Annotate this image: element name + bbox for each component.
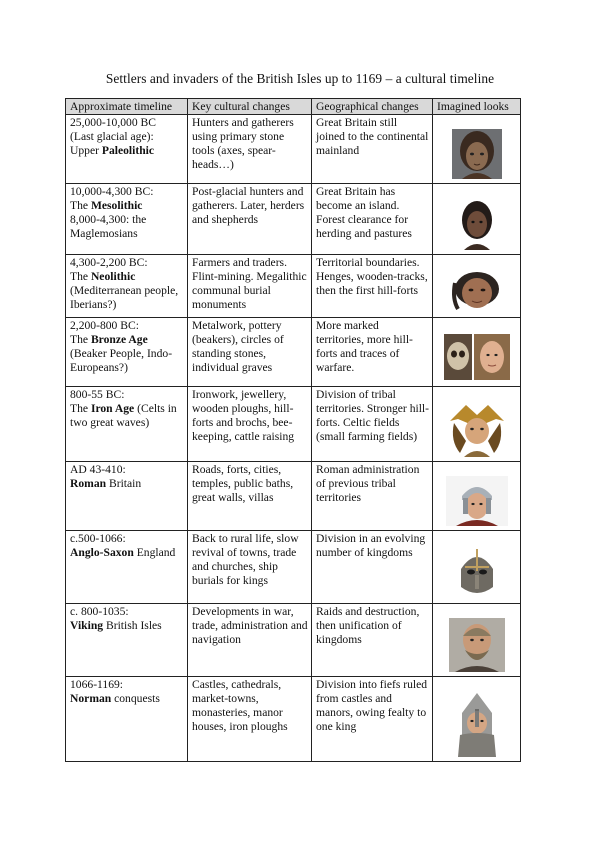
timeline-date: 4,300-2,200 BC: The bbox=[70, 256, 148, 283]
timeline-cell bbox=[66, 387, 188, 462]
period-name: Roman bbox=[70, 477, 107, 490]
page-title: Settlers and invaders of the British Isles up to 1169 – a cultural timeline bbox=[105, 71, 495, 86]
timeline-date: AD 43-410: bbox=[70, 463, 126, 476]
cultural-changes-cell: Farmers and traders. Flint-mining. Megalithic communal burial monuments bbox=[188, 255, 312, 318]
geographical-changes-cell: Great Britain has become an island. Forest clearance for herding and pastures bbox=[312, 184, 433, 255]
period-name: Paleolithic bbox=[101, 144, 155, 157]
header-looks: Imagined looks bbox=[433, 99, 521, 115]
period-name: Viking bbox=[70, 619, 104, 632]
timeline-date: c. 800-1035: bbox=[70, 605, 129, 618]
timeline-cell bbox=[66, 255, 188, 318]
table-row bbox=[66, 677, 521, 762]
imagined-looks-cell bbox=[433, 115, 521, 184]
neolithic-face-icon bbox=[433, 255, 520, 317]
cultural-changes-cell: Post-glacial hunters and gatherers. Later, herders and shepherds bbox=[188, 184, 312, 255]
imagined-looks-cell bbox=[433, 531, 521, 604]
timeline-note: England bbox=[133, 546, 176, 559]
header-geographical: Geographical changes bbox=[312, 99, 433, 115]
period-name: Norman bbox=[70, 692, 112, 705]
norman-knight-icon bbox=[433, 677, 520, 761]
table-row bbox=[66, 387, 521, 462]
period-name: Neolithic bbox=[90, 270, 136, 283]
bronze-age-faces-icon bbox=[433, 318, 520, 386]
timeline-date: 10,000-4,300 BC: The bbox=[70, 185, 154, 212]
cultural-changes-cell: Hunters and gatherers using primary stone tools (axes, spear-heads…) bbox=[188, 115, 312, 184]
timeline-note: 8,000-4,300: the Maglemosians bbox=[70, 213, 147, 240]
imagined-looks-cell bbox=[433, 318, 521, 387]
viking-face-icon bbox=[433, 604, 520, 676]
period-name: Mesolithic bbox=[90, 199, 143, 212]
table-row bbox=[66, 318, 521, 387]
geographical-changes-cell: Division into fiefs ruled from castles and manors, owing fealty to one king bbox=[312, 677, 433, 762]
timeline-note: Britain bbox=[106, 477, 142, 490]
imagined-looks-cell bbox=[433, 387, 521, 462]
timeline-note: British Isles bbox=[103, 619, 162, 632]
timeline-cell bbox=[66, 184, 188, 255]
geographical-changes-cell: Roman administration of previous tribal territories bbox=[312, 462, 433, 531]
timeline-cell bbox=[66, 604, 188, 677]
cultural-changes-cell: Developments in war, trade, administration and navigation bbox=[188, 604, 312, 677]
table-header-row bbox=[66, 99, 521, 115]
geographical-changes-cell: Great Britain still joined to the continental mainland bbox=[312, 115, 433, 184]
header-cultural: Key cultural changes bbox=[188, 99, 312, 115]
timeline-date: 1066-1169: bbox=[70, 678, 124, 691]
timeline-date: 800-55 BC: The bbox=[70, 388, 125, 415]
table-row bbox=[66, 531, 521, 604]
table-row bbox=[66, 184, 521, 255]
roman-soldier-icon bbox=[433, 462, 520, 530]
table-row bbox=[66, 462, 521, 531]
period-name: Anglo-Saxon bbox=[70, 546, 134, 559]
period-name: Bronze Age bbox=[90, 333, 148, 346]
mesolithic-face-icon bbox=[433, 184, 520, 254]
imagined-looks-cell bbox=[433, 462, 521, 531]
table-row bbox=[66, 255, 521, 318]
timeline-cell bbox=[66, 462, 188, 531]
geographical-changes-cell: Division in an evolving number of kingdoms bbox=[312, 531, 433, 604]
imagined-looks-cell bbox=[433, 255, 521, 318]
cultural-changes-cell: Metalwork, pottery (beakers), circles of standing stones, individual graves bbox=[188, 318, 312, 387]
cultural-changes-cell: Castles, cathedrals, market-towns, monasteries, manor houses, iron ploughs bbox=[188, 677, 312, 762]
table-row bbox=[66, 604, 521, 677]
timeline-cell bbox=[66, 115, 188, 184]
anglo-saxon-helmet-icon bbox=[433, 531, 520, 603]
imagined-looks-cell bbox=[433, 184, 521, 255]
timeline-note: (Mediterranean people, Iberians?) bbox=[70, 284, 179, 311]
cultural-changes-cell: Back to rural life, slow revival of towns, trade and churches, ship burials for kings bbox=[188, 531, 312, 604]
timeline-date: c.500-1066: bbox=[70, 532, 126, 545]
timeline-cell bbox=[66, 677, 188, 762]
timeline-date: 25,000-10,000 BC (Last glacial age): Upper bbox=[70, 116, 156, 157]
timeline-date: 2,200-800 BC: The bbox=[70, 319, 139, 346]
paleolithic-face-icon bbox=[433, 115, 520, 183]
geographical-changes-cell: Division of tribal territories. Stronger hill-forts. Celtic fields (small farming fields) bbox=[312, 387, 433, 462]
imagined-looks-cell bbox=[433, 677, 521, 762]
timeline-note: (Beaker People, Indo-Europeans?) bbox=[70, 347, 173, 374]
timeline-cell bbox=[66, 318, 188, 387]
geographical-changes-cell: Raids and destruction, then unification of kingdoms bbox=[312, 604, 433, 677]
timeline-cell bbox=[66, 531, 188, 604]
geographical-changes-cell: Territorial boundaries. Henges, wooden-tracks, then the first hill-forts bbox=[312, 255, 433, 318]
timeline-note: conquests bbox=[111, 692, 160, 705]
timeline-table bbox=[65, 98, 521, 762]
geographical-changes-cell: More marked territories, more hill-forts and traces of warfare. bbox=[312, 318, 433, 387]
imagined-looks-cell bbox=[433, 604, 521, 677]
table-row bbox=[66, 115, 521, 184]
cultural-changes-cell: Roads, forts, cities, temples, public baths, great walls, villas bbox=[188, 462, 312, 531]
cultural-changes-cell: Ironwork, jewellery, wooden ploughs, hill-forts and brochs, bee-keeping, cattle raising bbox=[188, 387, 312, 462]
header-timeline: Approximate timeline bbox=[66, 99, 188, 115]
period-name: Iron Age bbox=[90, 402, 135, 415]
timeline-note: (Celts in two great waves) bbox=[70, 402, 177, 429]
celtic-warrior-icon bbox=[433, 387, 520, 461]
